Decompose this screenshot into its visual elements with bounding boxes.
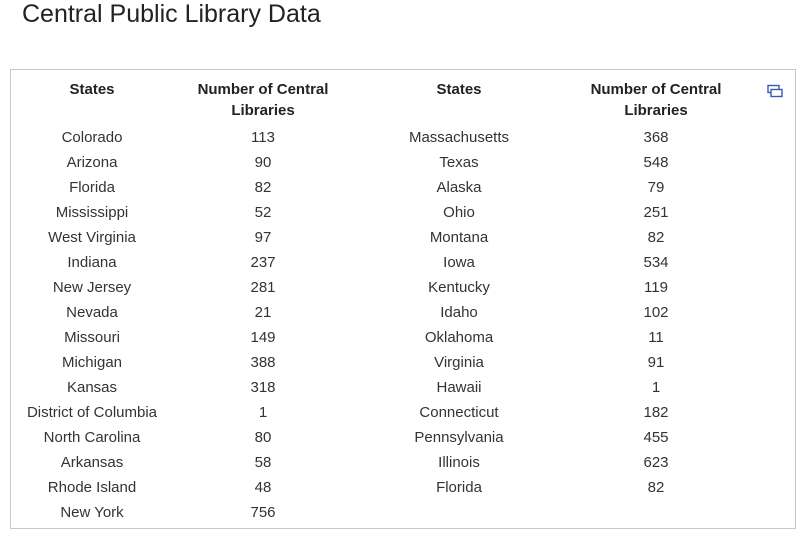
column-header-library-count: Number of Central Libraries [590,81,722,119]
state-cell: Michigan [61,354,123,371]
state-cell: Massachusetts [408,129,510,146]
table-row [11,125,797,150]
table-row [11,250,797,275]
table-row [11,325,797,350]
state-cell: Montana [429,229,489,246]
column-header-spacer [747,78,797,125]
library-count-cell: 623 [643,454,669,471]
table-row [11,475,797,500]
row-spacer-cell [747,500,797,525]
row-spacer-cell [747,350,797,375]
row-spacer-cell [747,250,797,275]
state-cell: Hawaii [436,379,482,396]
library-data-table [11,78,797,525]
table-row [11,450,797,475]
library-count-cell: 1 [651,379,661,396]
state-cell: Virginia [434,354,484,371]
library-count-cell: 97 [254,229,272,246]
library-count-cell: 79 [647,179,665,196]
row-spacer-cell [747,325,797,350]
table-row [11,275,797,300]
state-cell: Oklahoma [424,329,494,346]
table-row [11,150,797,175]
state-cell: Mississippi [55,204,129,221]
library-count-cell: 58 [254,454,272,471]
state-cell: Kentucky [428,279,490,296]
state-cell: Florida [436,479,482,496]
row-spacer-cell [747,200,797,225]
state-cell: Kansas [66,379,118,396]
page-title: Central Public Library Data [22,0,321,28]
library-count-cell: 11 [648,329,664,346]
library-count-cell: 534 [643,254,669,271]
library-count-cell: 113 [251,129,275,146]
row-spacer-cell [747,450,797,475]
state-cell: Colorado [61,129,123,146]
table-row [11,225,797,250]
state-cell: District of Columbia [26,404,158,421]
library-count-cell: 52 [254,204,272,221]
row-spacer-cell [747,475,797,500]
state-cell: Idaho [440,304,478,321]
row-spacer-cell [747,425,797,450]
state-cell: Rhode Island [47,479,137,496]
library-count-cell: 21 [254,304,272,321]
row-spacer-cell [747,275,797,300]
state-cell: Arkansas [60,454,124,471]
library-count-cell: 756 [250,504,276,521]
library-count-cell: 80 [254,429,272,446]
table-row [11,400,797,425]
row-spacer-cell [747,400,797,425]
library-count-cell: 82 [254,179,272,196]
library-count-cell: 82 [647,479,665,496]
state-cell: Alaska [436,179,482,196]
state-cell: Connecticut [419,404,499,421]
state-cell: New York [60,504,124,521]
state-cell: Pennsylvania [414,429,504,446]
library-count-cell: 82 [647,229,665,246]
state-cell: Florida [69,179,115,196]
state-cell: West Virginia [48,229,136,246]
state-cell [353,500,565,525]
state-cell: Iowa [443,254,475,271]
state-cell: Indiana [67,254,117,271]
table-row [11,200,797,225]
table-header-row [11,78,797,125]
library-count-cell: 48 [254,479,272,496]
state-cell: Missouri [64,329,120,346]
table-row [11,500,797,525]
state-cell: North Carolina [43,429,141,446]
table-row [11,425,797,450]
column-header-states: States [436,81,482,98]
row-spacer-cell [747,175,797,200]
library-count-cell: 91 [647,354,665,371]
state-cell: Ohio [443,204,475,221]
library-count-cell: 1 [258,404,268,421]
library-count-cell: 251 [643,204,669,221]
library-count-cell: 237 [250,254,276,271]
table-row [11,300,797,325]
table-row [11,375,797,400]
row-spacer-cell [747,375,797,400]
library-count-cell: 368 [643,129,669,146]
library-count-cell: 149 [250,329,276,346]
library-count-cell: 281 [250,279,276,296]
state-cell: New Jersey [52,279,132,296]
row-spacer-cell [747,225,797,250]
row-spacer-cell [747,150,797,175]
library-count-cell: 102 [643,304,669,321]
column-header-library-count: Number of Central Libraries [197,81,329,119]
column-header-states: States [69,81,115,98]
library-count-cell: 119 [644,279,668,296]
library-count-cell [565,500,747,525]
state-cell: Nevada [66,304,118,321]
state-cell: Illinois [438,454,480,471]
library-count-cell: 455 [643,429,669,446]
library-count-cell: 548 [643,154,669,171]
state-cell: Arizona [66,154,118,171]
library-count-cell: 182 [643,404,669,421]
library-count-cell: 90 [254,154,272,171]
table-row [11,350,797,375]
library-count-cell: 388 [250,354,276,371]
table-row [11,175,797,200]
library-count-cell: 318 [250,379,276,396]
row-spacer-cell [747,125,797,150]
state-cell: Texas [439,154,479,171]
table-container [10,69,796,529]
table-body [11,125,797,525]
row-spacer-cell [747,300,797,325]
